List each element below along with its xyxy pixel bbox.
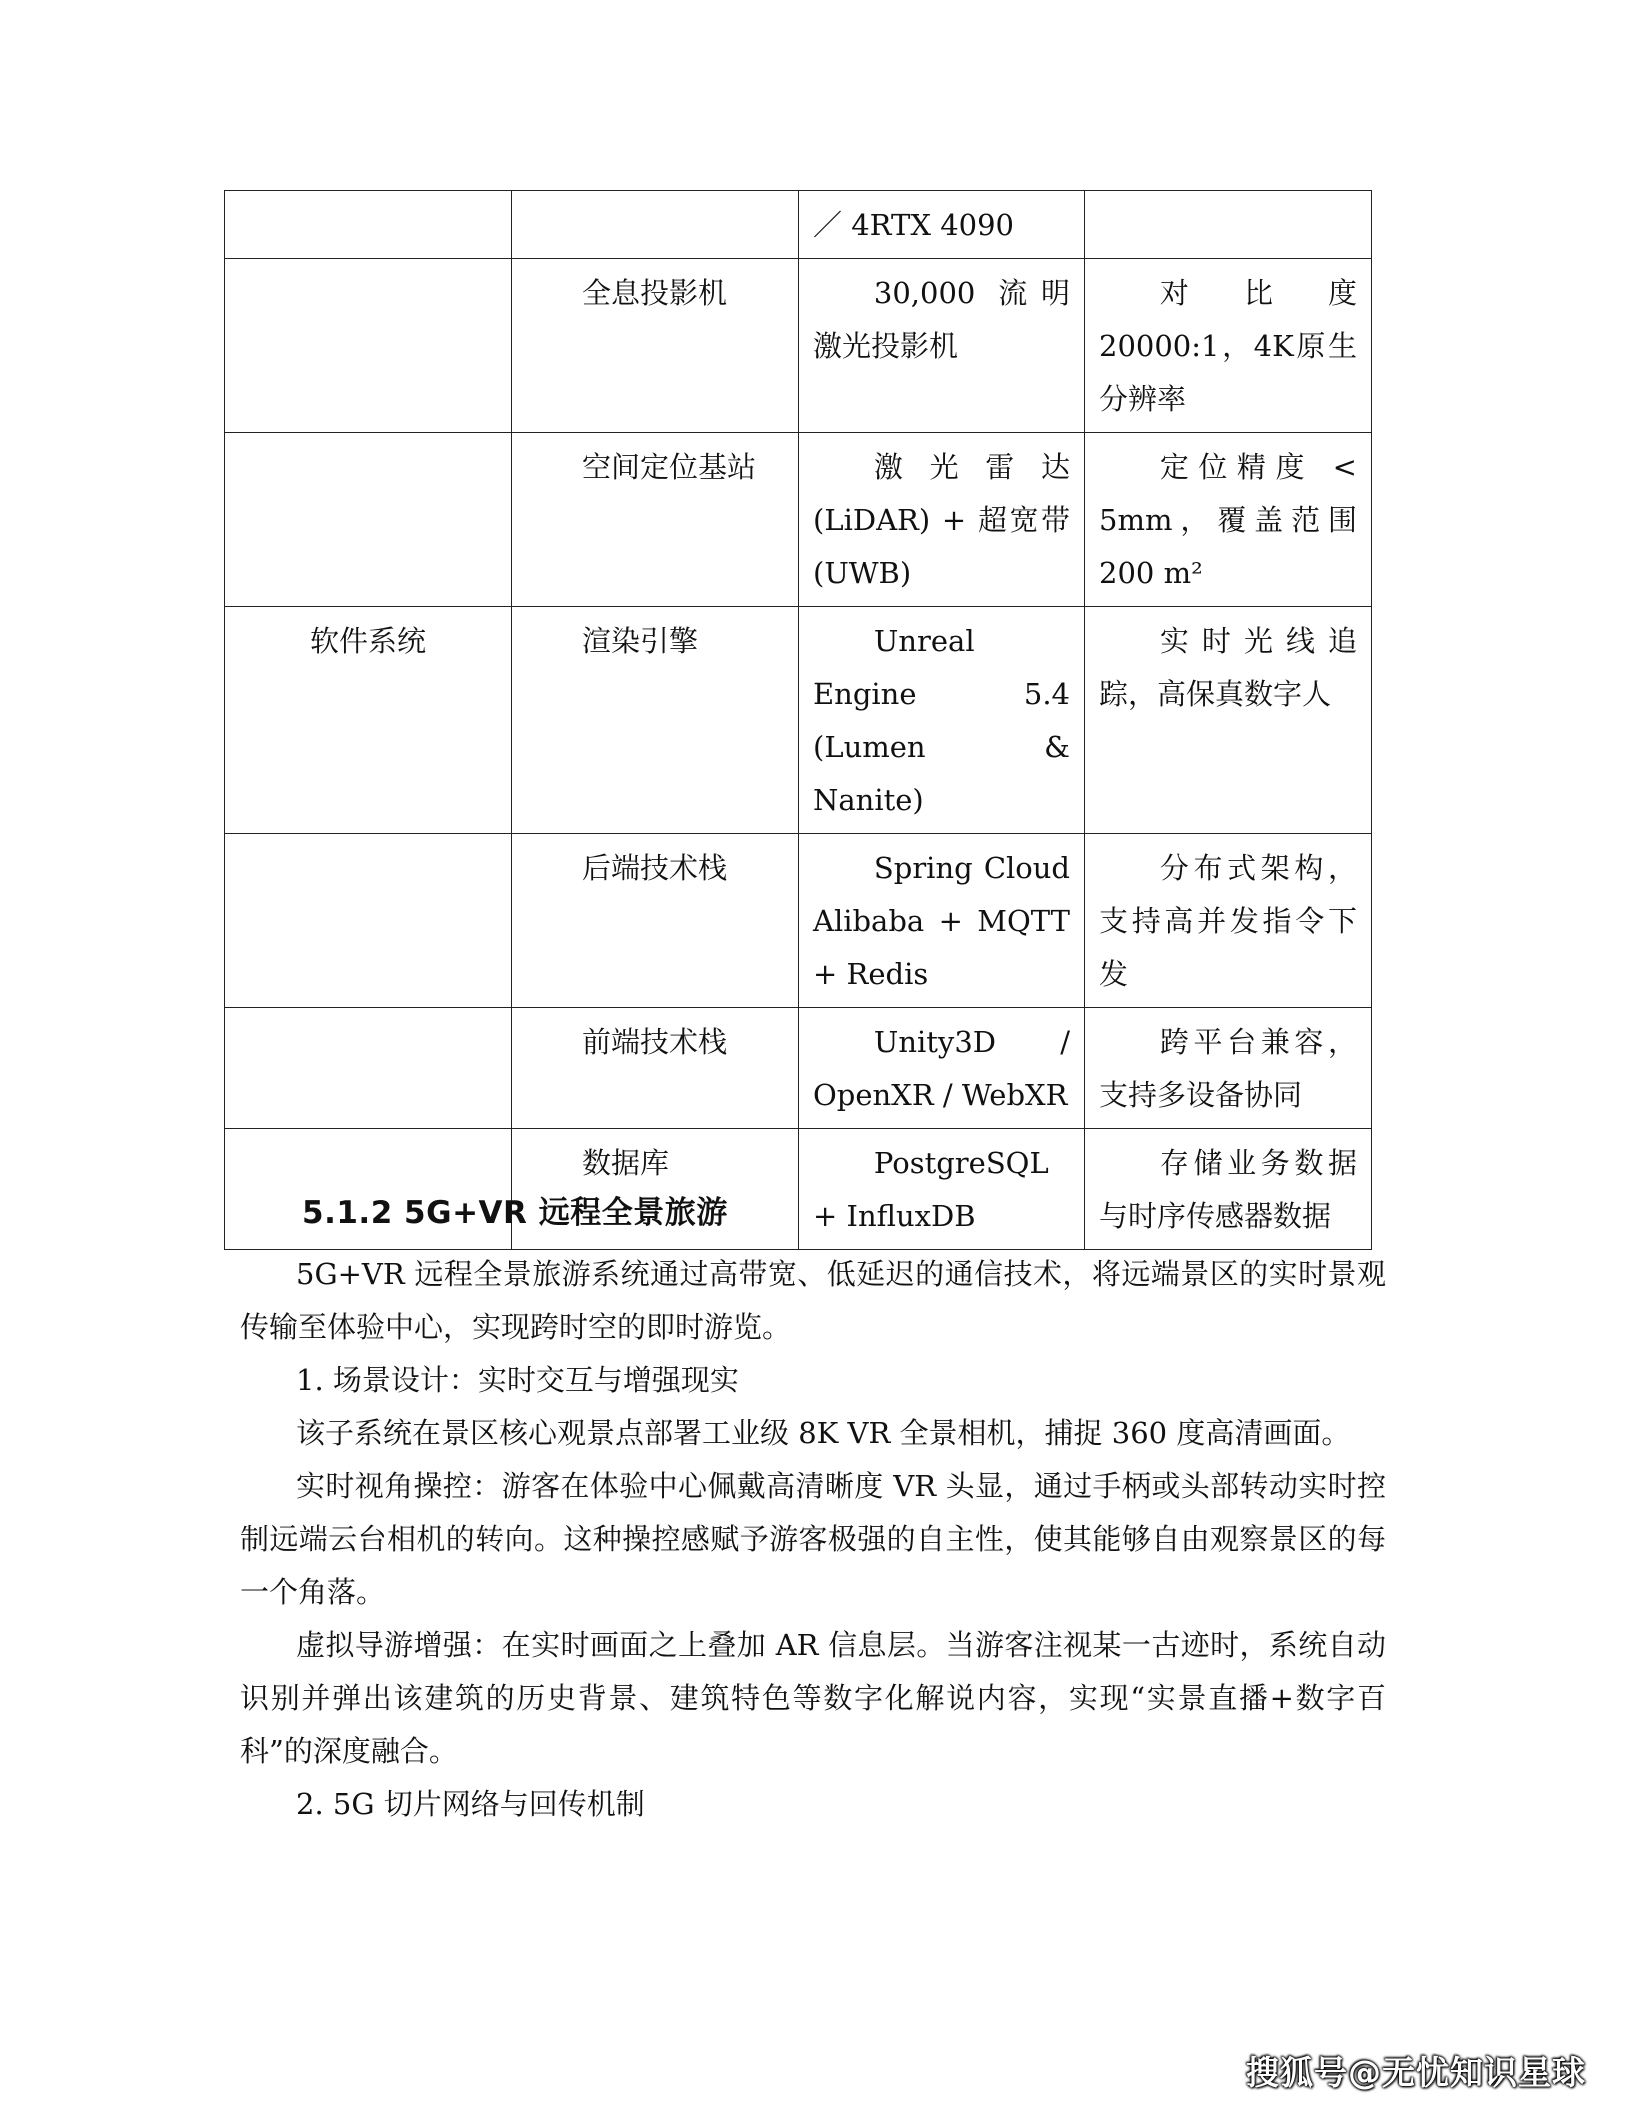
table-cell-feature [1085,1008,1372,1129]
table-cell-spec [799,433,1085,607]
table-cell-feature [1085,191,1372,259]
section-heading: 5.1.2 5G+VR 远程全景旅游 [302,1195,728,1231]
table-cell-spec [799,1129,1085,1250]
table-cell-spec [799,259,1085,433]
table-row [225,191,1372,259]
paragraph-view-control: 实时视角操控：游客在体验中心佩戴高清晰度 VR 头显，通过手柄或头部转动实时控制远端云台相机的转向。这种操控感赋予游客极强的自主性，使其能够自由观察景区的每一个角落。 [240,1469,1386,1609]
spec-text: Unreal Engine 5.4 (Lumen & Nanite) [813,624,1070,817]
table-row [225,259,1372,433]
table-cell-item: 空间定位基站 [512,433,799,607]
table-cell-item: 全息投影机 [512,259,799,433]
table-cell-category [225,191,512,259]
feature-text: 实时光线追踪，高保真数字人 [1099,624,1357,711]
feature-text: 存储业务数据与时序传感器数据 [1099,1146,1357,1233]
feature-text: 跨平台兼容，支持多设备协同 [1099,1025,1357,1112]
table-cell-category [225,433,512,607]
table-cell-feature [1085,607,1372,834]
table-cell-category [225,834,512,1008]
table-cell-item: 前端技术栈 [512,1008,799,1129]
paragraph-intro: 5G+VR 远程全景旅游系统通过高带宽、低延迟的通信技术，将远端景区的实时景观传输至体验中心，实现跨时空的即时游览。 [240,1257,1386,1344]
table-cell-spec [799,607,1085,834]
table-cell-spec [799,1008,1085,1129]
table-cell-category [225,1008,512,1129]
table-cell-feature [1085,259,1372,433]
spec-text: Spring Cloud Alibaba + MQTT + Redis [813,851,1070,991]
feature-text: 分布式架构，支持高并发指令下发 [1099,851,1357,991]
spec-text: Unity3D / OpenXR / WebXR [813,1025,1070,1112]
table-cell-category [225,259,512,433]
table-cell-spec [799,191,1085,259]
table-cell-feature [1085,834,1372,1008]
table-cell-item: 渲染引擎 [512,607,799,834]
list-item-5g-slicing: 2. 5G 切片网络与回传机制 [296,1787,645,1821]
table-cell-category: 软件系统 [225,607,512,834]
list-item-scene-design: 1. 场景设计：实时交互与增强现实 [296,1363,739,1397]
spec-text: 30,000 流明激光投影机 [813,276,1070,363]
feature-text: 定位精度 < 5mm，覆盖范围200 m² [1099,450,1357,590]
section-body [240,1248,1386,1831]
table-cell-feature [1085,433,1372,607]
table-cell-spec [799,834,1085,1008]
spec-text: 激光雷达(LiDAR) + 超宽带(UWB) [813,450,1070,590]
table-cell-item [512,191,799,259]
spec-text: PostgreSQL + InfluxDB [813,1146,1049,1233]
paragraph-camera: 该子系统在景区核心观景点部署工业级 8K VR 全景相机，捕捉 360 度高清画面。 [296,1416,1351,1450]
table-row [225,834,1372,1008]
table-cell-feature [1085,1129,1372,1250]
table-row [225,607,1372,834]
table-row [225,433,1372,607]
table-row [225,1008,1372,1129]
feature-text: 对比度20000:1，4K原生分辨率 [1099,276,1357,416]
table-cell-item: 数据库 [512,1129,799,1250]
watermark: 搜狐号@无忧知识星球 [1246,2053,1586,2092]
spec-table [224,190,1372,1250]
table-cell-item: 后端技术栈 [512,834,799,1008]
paragraph-virtual-guide: 虚拟导游增强：在实时画面之上叠加 AR 信息层。当游客注视某一古迹时，系统自动识别并弹出该建筑的历史背景、建筑特色等数字化解说内容，实现“实景直播+数字百科”的深度融合。 [240,1628,1386,1768]
spec-text: ／ 4RTX 4090 [813,208,1015,242]
